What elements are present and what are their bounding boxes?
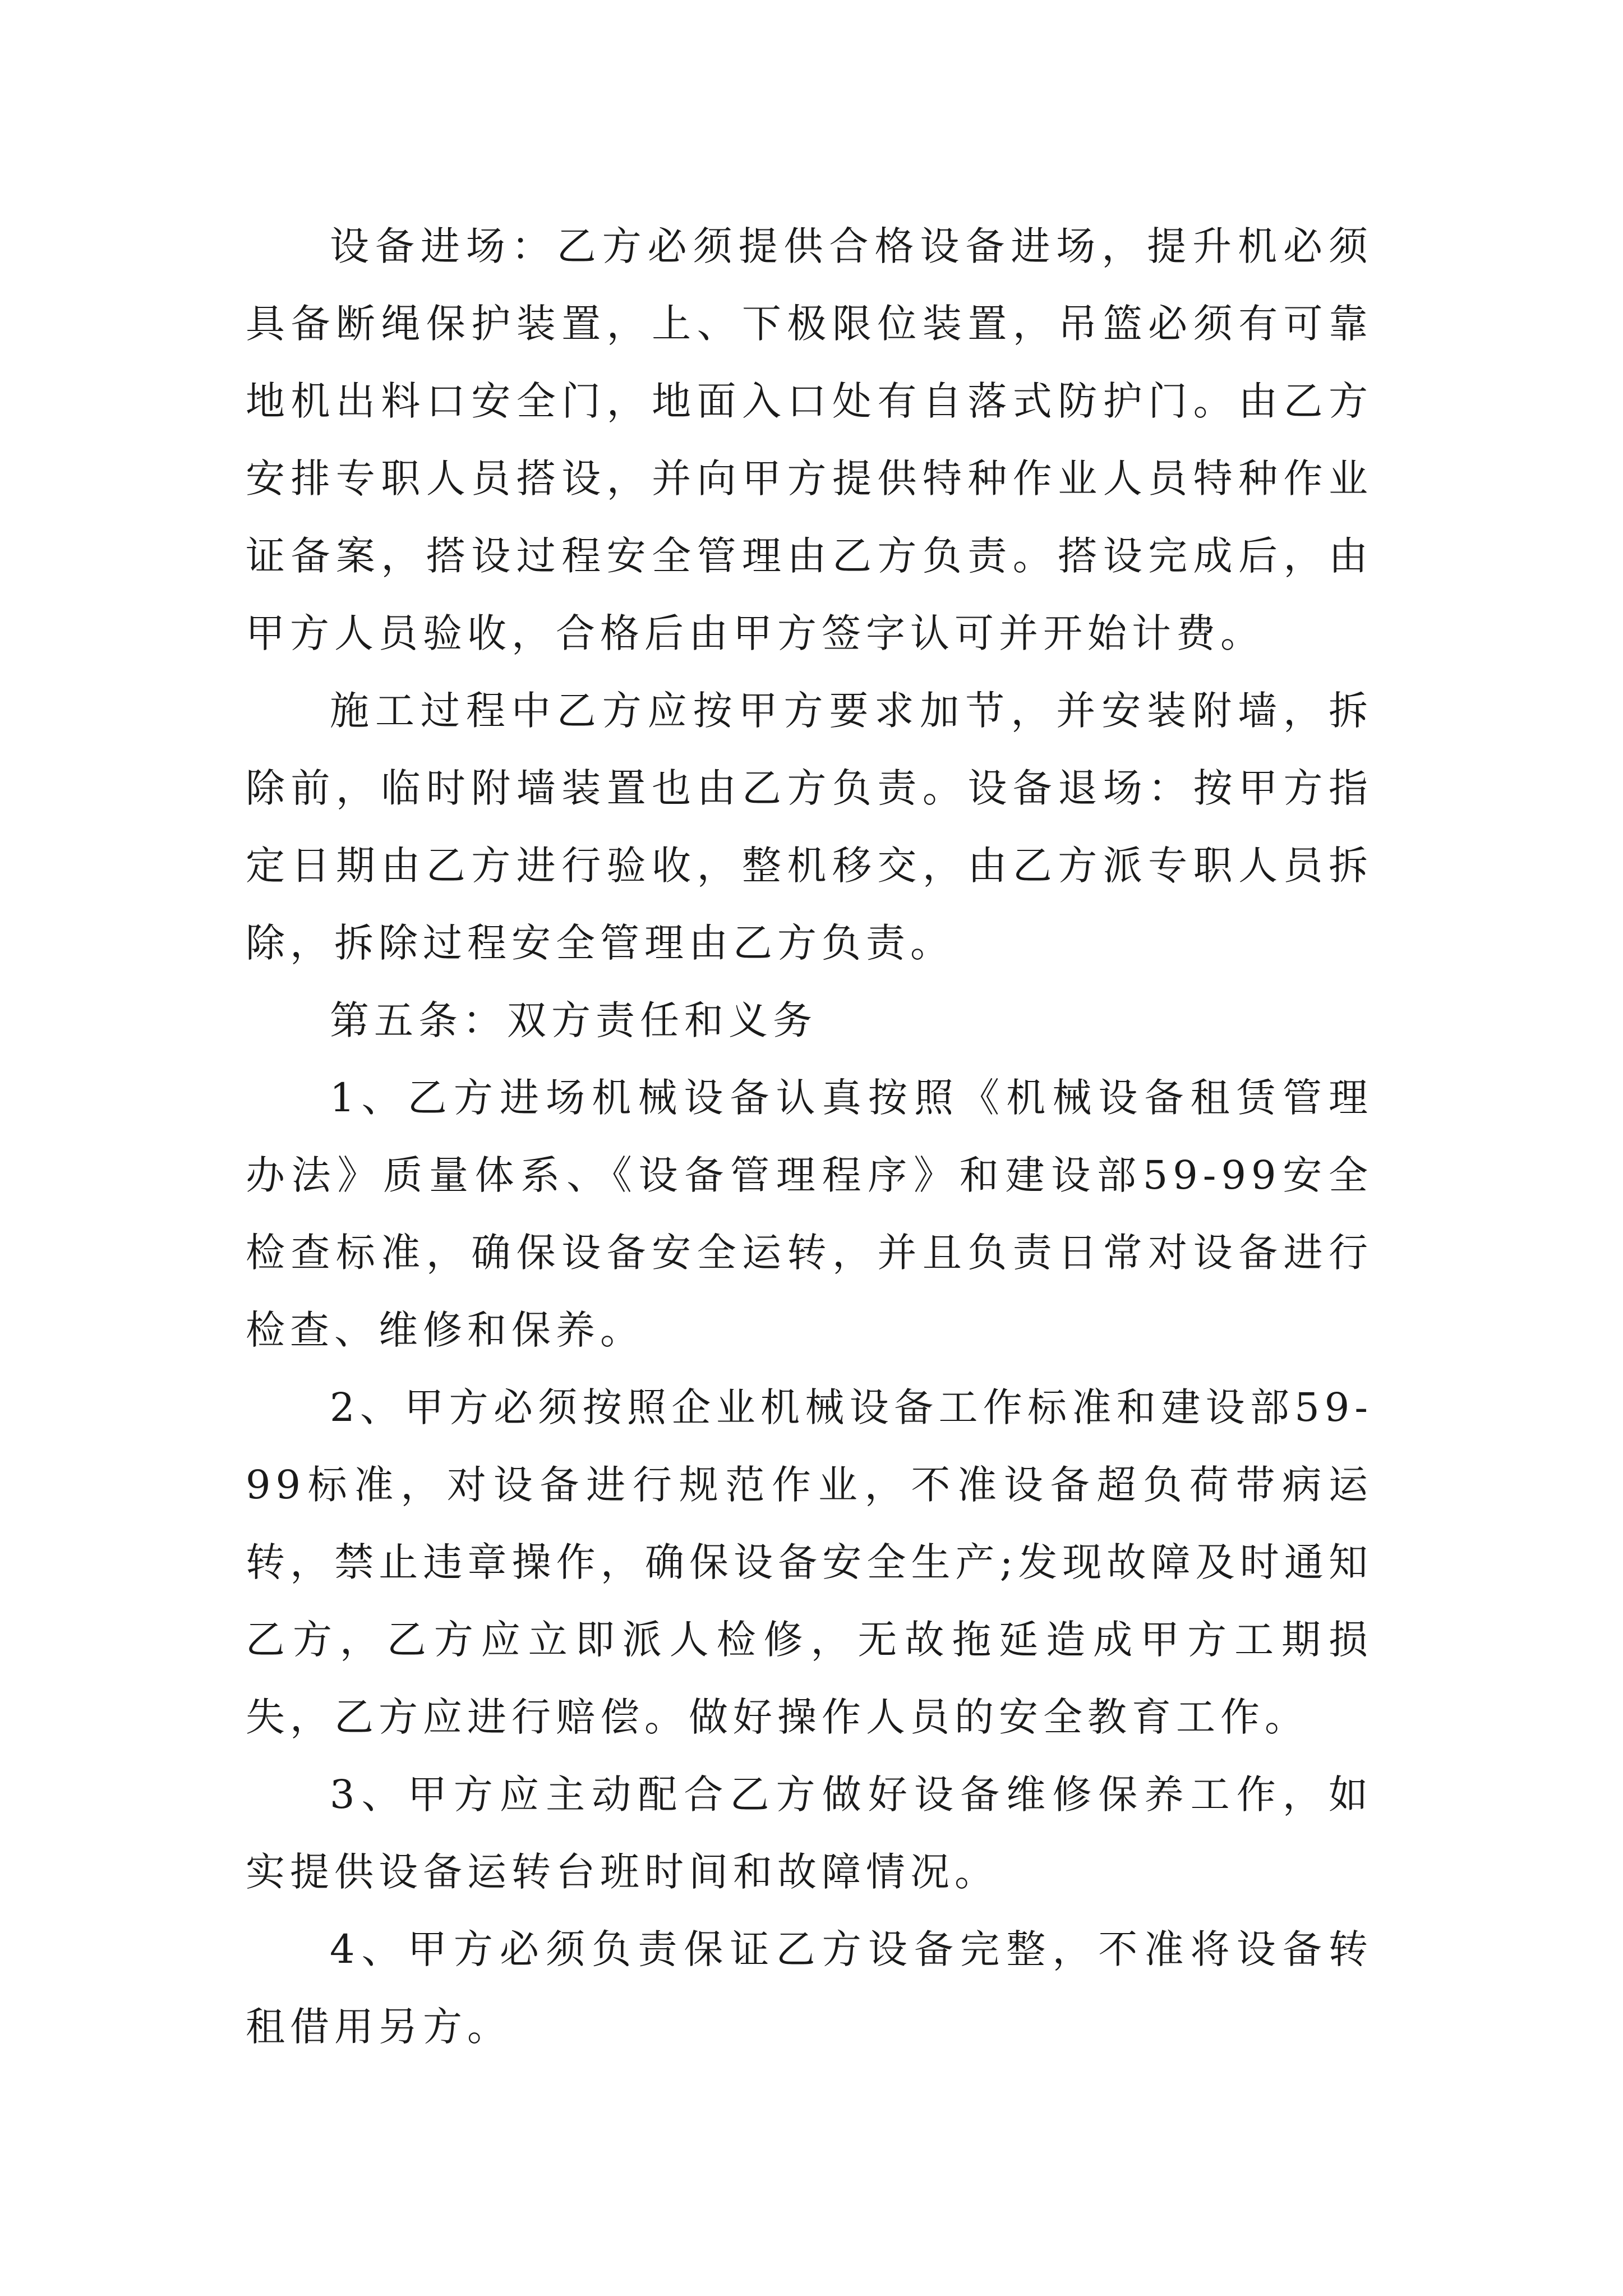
paragraph-construction-process: 施工过程中乙方应按甲方要求加节，并安装附墙，拆除前，临时附墙装置也由乙方负责。设备退场：按甲方指定日期由乙方进行验收，整机移交，由乙方派专职人员拆除，拆除过程安全管理由乙方负责。 <box>246 688 1373 966</box>
paragraph-clause-1: 1、乙方进场机械设备认真按照《机械设备租赁管理办法》质量体系、《设备管理程序》和建设部59-99安全检查标准，确保设备安全运转，并且负责日常对设备进行检查、维修和保养。 <box>246 1075 1373 1353</box>
paragraph-equipment-entry: 设备进场：乙方必须提供合格设备进场，提升机必须具备断绳保护装置，上、下极限位装置，吊篮必须有可靠地机出料口安全门，地面入口处有自落式防护门。由乙方安排专职人员搭设，并向甲方提供特种作业人员特种作业证备案，搭设过程安全管理由乙方负责。搭设完成后，由甲方人员验收，合格后由甲方签字认可并开始计费。 <box>246 223 1373 656</box>
paragraph-clause-4: 4、甲方必须负责保证乙方设备完整，不准将设备转租借用另方。 <box>246 1926 1373 2050</box>
paragraph-clause-2: 2、甲方必须按照企业机械设备工作标准和建设部59-99标准，对设备进行规范作业，不准设备超负荷带病运转，禁止违章操作，确保设备安全生产;发现故障及时通知乙方，乙方应立即派人检修，无故拖延造成甲方工期损失，乙方应进行赔偿。做好操作人员的安全教育工作。 <box>246 1384 1373 1740</box>
section-heading-article-5: 第五条：双方责任和义务 <box>330 997 817 1043</box>
paragraph-clause-3: 3、甲方应主动配合乙方做好设备维修保养工作，如实提供设备运转台班时间和故障情况。 <box>246 1772 1373 1895</box>
document-body <box>246 208 1373 2065</box>
